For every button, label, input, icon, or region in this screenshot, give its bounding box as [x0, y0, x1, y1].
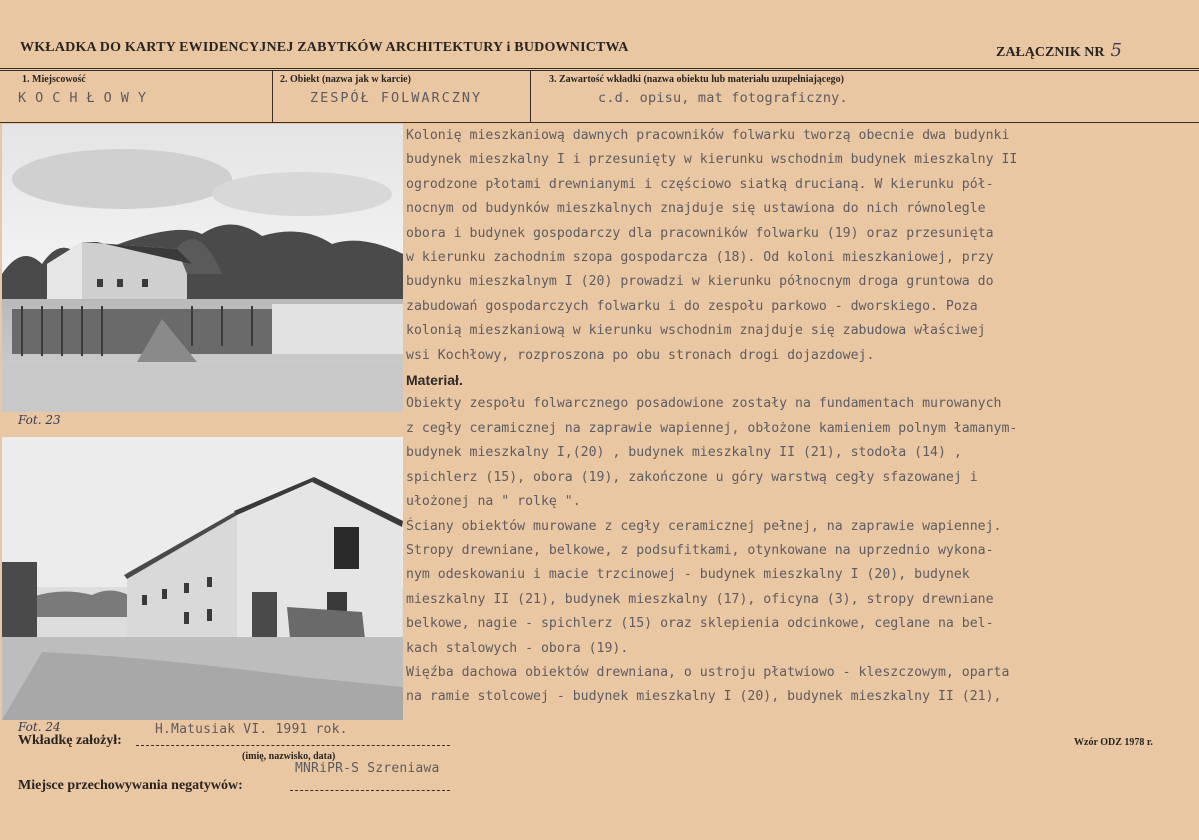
- text-line: kolonią mieszkaniową w kierunku wschodnim znajduje się zabudowa właściwej: [406, 323, 986, 339]
- photo-barn: [2, 437, 403, 720]
- field-3-value: c.d. opisu, mat fotograficzny.: [598, 90, 848, 106]
- text-line: nym odeskowaniu i macie trzcinowej - budynek mieszkalny I (20), budynek: [406, 567, 970, 583]
- text-line: spichlerz (15), obora (19), zakończone u góry warstwą cegły sfazowanej i: [406, 469, 978, 485]
- text-line: Kolonię mieszkaniową dawnych pracowników folwarku tworzą obecnie dwa budynki: [406, 128, 1010, 143]
- text-line: Stropy drewniane, belkowe, z podsufitkami, otynkowane na uprzednio wykona-: [406, 542, 994, 558]
- attachment-number-value: 5: [1110, 40, 1122, 61]
- attachment-number: [996, 40, 1122, 61]
- text-line: ułożonej na " rolkę ".: [406, 494, 581, 510]
- header-rule: [0, 68, 1199, 69]
- text-line: w kierunku zachodnim szopa gospodarcza (18). Od koloni mieszkaniowej, przy: [406, 250, 994, 266]
- form-title: WKŁADKA DO KARTY EWIDENCYJNEJ ZABYTKÓW ARCHITEKTURY i BUDOWNICTWA: [20, 40, 629, 55]
- zalozyl-line: [136, 745, 450, 746]
- text-line: nocnym od budynków mieszkalnych znajduje się ustawiona do nich równolegle: [406, 201, 986, 217]
- field-3-label: 3. Zawartość wkładki (nazwa obiektu lub materiału uzupełniającego): [549, 74, 845, 85]
- negatives-line: [290, 790, 450, 791]
- photo-1-caption: Fot. 23: [18, 413, 61, 427]
- text-line: mieszkalny II (21), budynek mieszkalny (17), oficyna (3), stropy drewniane: [406, 591, 994, 607]
- field-2-value: ZESPÓŁ FOLWARCZNY: [310, 90, 483, 106]
- field-row-rule: [0, 122, 1199, 123]
- text-line: Więźba dachowa obiektów drewniana, o ustroju płatwiowo - kleszczowym, oparta: [406, 664, 1010, 680]
- photo-2-caption: Fot. 24: [18, 720, 61, 734]
- text-line: budynek mieszkalny I,(20) , budynek mieszkalny II (21), stodoła (14) ,: [406, 445, 962, 461]
- text-line: Obiekty zespołu folwarcznego posadowione zostały na fundamentach murowanych: [406, 396, 1002, 412]
- description-text: [406, 124, 1178, 710]
- header-rule-2: [0, 70, 1199, 71]
- photo-farm-house: [2, 124, 403, 412]
- negatives-value: MNRiPR-S Szreniawa: [295, 761, 440, 776]
- zalozyl-label: Wkładkę założył:: [18, 733, 122, 748]
- text-line: na ramie stolcowej - budynek mieszkalny I (20), budynek mieszkalny II (21),: [406, 689, 1002, 705]
- photo-barn-image: [2, 437, 403, 720]
- text-line: budynku mieszkalnym I (20) prowadzi w kierunku północnym droga gruntowa do: [406, 274, 994, 290]
- text-line: kach stalowych - obora (19).: [406, 640, 629, 656]
- negatives-label: Miejsce przechowywania negatywów:: [18, 778, 243, 793]
- text-line: zabudowań gospodarczych folwarku i do zespołu parkowo - dworskiego. Poza: [406, 298, 978, 314]
- field-divider-2: [530, 70, 531, 122]
- field-1-value: KOCHŁOWY: [18, 90, 156, 106]
- zalozyl-value: H.Matusiak VI. 1991 rok.: [155, 722, 348, 737]
- text-line: Ściany obiektów murowane z cegły ceramicznej pełnej, na zaprawie wapiennej.: [406, 518, 1002, 534]
- field-2-label: 2. Obiekt (nazwa jak w karcie): [280, 74, 411, 85]
- field-1-label: 1. Miejscowość: [22, 74, 86, 85]
- text-line: obora i budynek gospodarczy dla pracowników folwarku (19) oraz przesunięta: [406, 225, 994, 241]
- text-line: z cegły ceramicznej na zaprawie wapiennej, obłożone kamieniem polnym łamanym-: [406, 420, 1018, 436]
- zalozyl-hint: (imię, nazwisko, data): [242, 751, 336, 762]
- text-line: wsi Kochłowy, rozproszona po obu stronach drogi dojazdowej.: [406, 347, 875, 363]
- attachment-label: ZAŁĄCZNIK NR: [996, 45, 1105, 60]
- text-line: ogrodzone płotami drewnianymi i częściowo siatką drucianą. W kierunku pół-: [406, 176, 994, 192]
- photo-farm-house-image: [2, 124, 403, 412]
- material-heading: Materiał.: [406, 372, 463, 389]
- field-divider-1: [272, 70, 273, 122]
- form-model: Wzór ODZ 1978 r.: [1074, 737, 1153, 748]
- text-line: budynek mieszkalny I i przesunięty w kierunku wschodnim budynek mieszkalny II: [406, 152, 1018, 168]
- text-line: belkowe, nagie - spichlerz (15) oraz sklepienia odcinkowe, ceglane na bel-: [406, 616, 994, 632]
